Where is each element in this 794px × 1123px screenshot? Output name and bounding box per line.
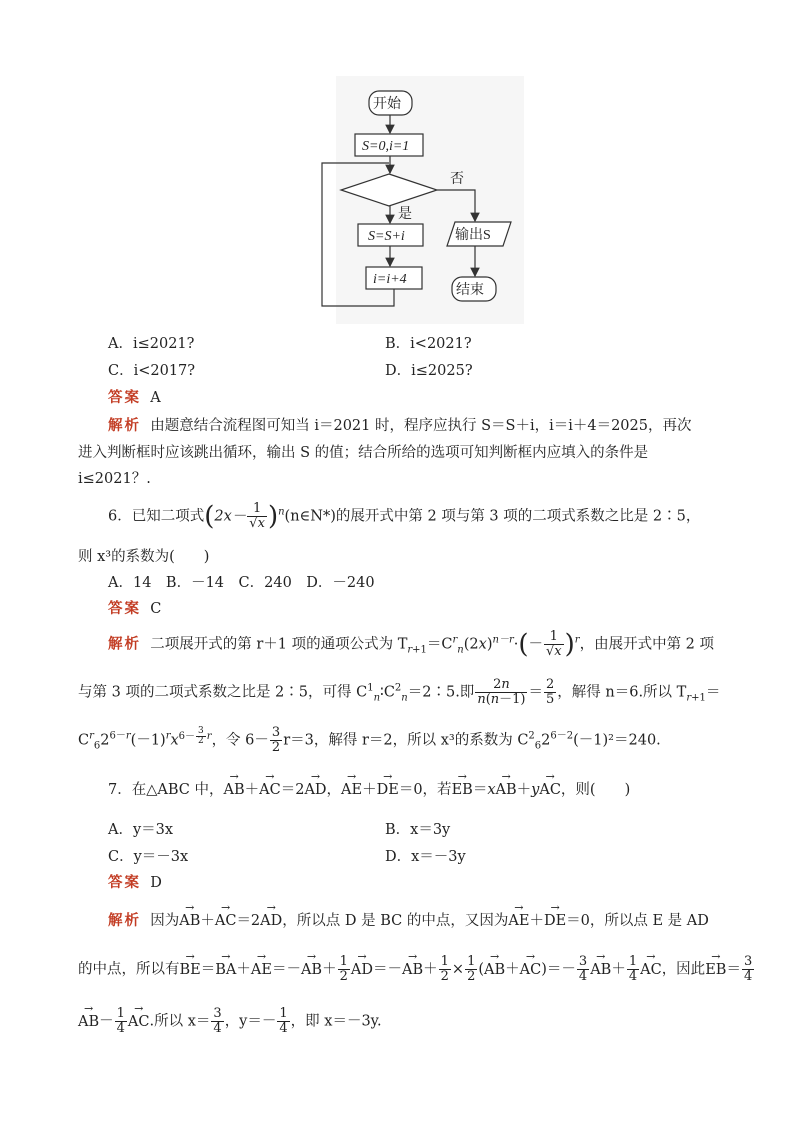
q6-analysis-line3: $C^r_62^{6-r}(-1)^rx^{6- \frac{3}{2} r}$，令 6－ $\frac{3}{2}$ r＝3，解得 r＝2，所以 x³的系数为 $C^2_62^{6-2}(-1)^2=240$. <box>78 725 661 755</box>
q6-analysis-line2: 与第 3 项的二项式系数之比是 2∶5，可得 $C^1_n∶C^2_n=2∶5$.即 $\frac{2n}{n(n-1)}$ ＝ $\frac{2}{5}$ ，解得 n＝6.所以 $T_{r+1}=$ <box>78 677 721 707</box>
flow-output-text: 输出S <box>455 228 491 243</box>
q6-stem-line2: 则 x³的系数为( ) <box>78 549 210 565</box>
q5-option-d: D．i≤2025? <box>385 363 473 379</box>
q7-analysis-line1: 解析 因为→ AB＋→ AC＝2→ AD，所以点 D 是 BC 的中点，又因为→ AE＋→ DE＝0，所以点 E 是 AD <box>108 909 709 930</box>
flow-no-text: 否 <box>450 172 464 187</box>
flowchart <box>0 0 794 340</box>
q6-answer: 答案 C <box>108 600 162 617</box>
q7-option-a: A．y＝3x <box>108 822 174 838</box>
q7-option-d: D．x＝－3y <box>385 849 466 865</box>
flow-end-text: 结束 <box>456 283 484 298</box>
q7-analysis-line3: → AB－ $\frac{1}{4}$ → AC.所以 x＝ $\frac{3}{4}$ ，y＝－ $\frac{1}{4}$ ，即 x＝－3y. <box>78 1007 382 1036</box>
flow-yes-text: 是 <box>398 207 412 222</box>
q5-analysis-line2: 进入判断框时应该跳出循环，输出 S 的值；结合所给的选项可知判断框内应填入的条件是 <box>78 445 649 461</box>
q7-analysis-line2: 的中点，所以有→ BE＝→ BA＋→ AE＝－→ AB＋ $\frac{1}{2}$ → AD＝－→ AB＋ $\frac{1}{2}$ × $\frac{1}{2}$ (→ AB＋→ AC)＝－ $\frac{3}{4}$ → AB＋ $\frac{1}{4}$ → AC，因此→ EB＝ $\frac{3}{4}$ <box>78 955 755 984</box>
q7-option-c: C．y＝－3x <box>108 849 189 865</box>
flow-start-text: 开始 <box>373 97 401 112</box>
q5-analysis-line1: 解析 由题意结合流程图可知当 i＝2021 时，程序应执行 S＝S＋i，i＝i＋4＝2025，再次 <box>108 417 692 434</box>
flow-init-text: S=0,i=1 <box>362 139 410 154</box>
answer-value: A <box>150 390 161 406</box>
q7-stem: 7．在△ABC 中，→ AB＋→ AC＝2→ AD，→ AE＋→ DE＝0，若→ EB＝x→ AB＋y→ AC，则( ) <box>108 778 630 799</box>
analysis-label: 解析 <box>108 417 141 434</box>
q6-stem-line1: 6．已知二项式(2x－ $\frac{1}{√x}$ )$^n$(n∈N*)的展开式中第 2 项与第 3 项的二项式系数之比是 2∶5， <box>108 501 701 532</box>
q5-analysis-line3: i≤2021？. <box>78 471 151 487</box>
q5-answer <box>108 386 161 407</box>
answer-label: 答案 <box>108 389 141 406</box>
flow-increment-text: i=i+4 <box>373 272 407 287</box>
q7-answer: 答案 D <box>108 874 162 891</box>
q5-option-a: A．i≤2021? <box>108 336 195 352</box>
q5-option-b: B．i<2021? <box>385 336 472 352</box>
flow-decision-diamond <box>341 174 437 206</box>
q6-options: A．14 B．－14 C．240 D．－240 <box>108 575 375 591</box>
q7-option-b: B．x＝3y <box>385 822 451 838</box>
flow-assign-text: S=S+i <box>368 229 405 244</box>
q5-option-c: C．i<2017? <box>108 363 196 379</box>
q6-analysis-line1: 解析 二项展开式的第 r＋1 项的通项公式为 $T_{r+1}=C^r_n(2x)^{n-r}\cdot(-$ $\frac{1}{√x}$ )$^r$，由展开式中第 2 项 <box>108 629 715 660</box>
